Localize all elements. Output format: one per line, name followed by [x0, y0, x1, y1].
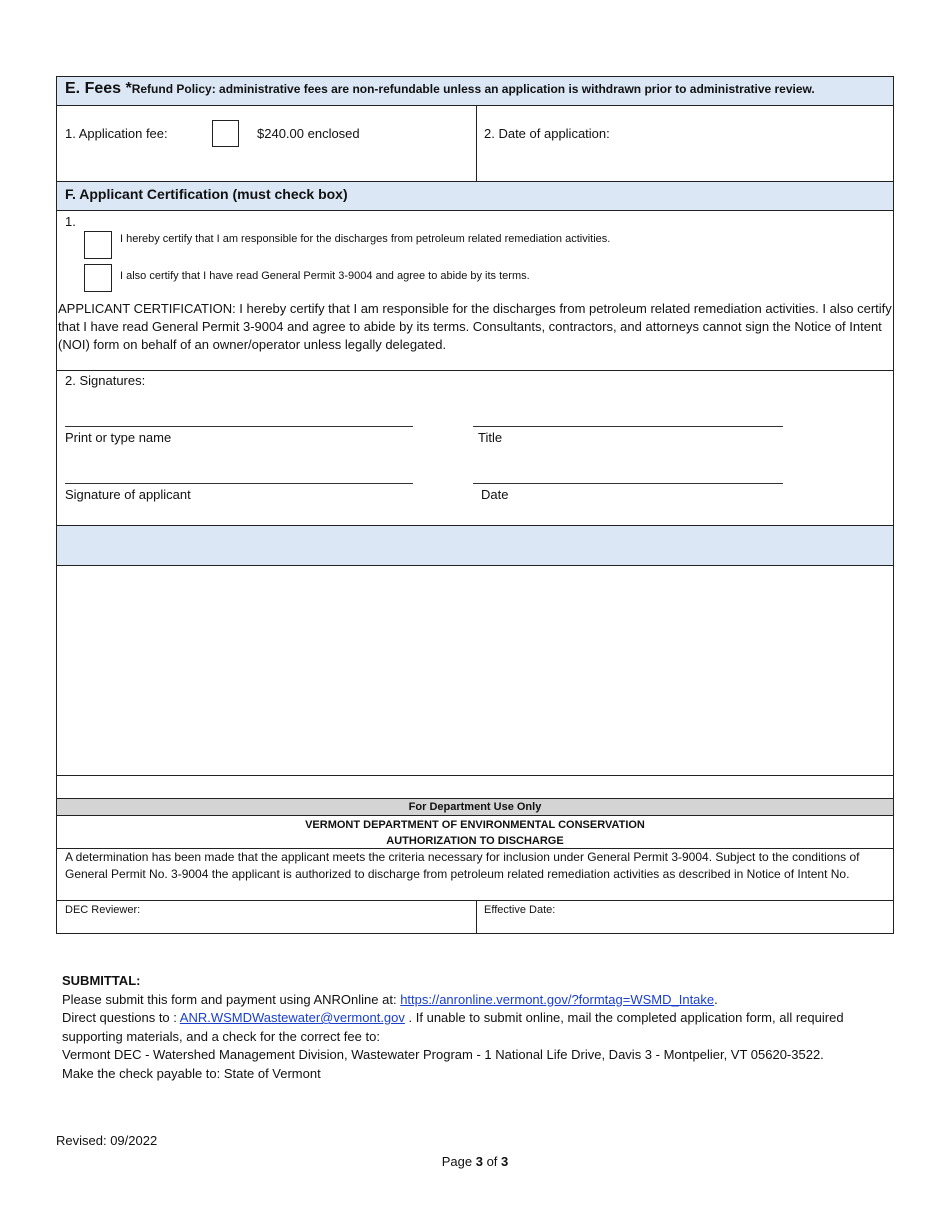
certification-heading: F. Applicant Certification (must check box) [65, 186, 348, 202]
page-total: 3 [501, 1154, 509, 1169]
page-number [0, 1154, 950, 1169]
print-name-line[interactable] [65, 426, 413, 427]
submittal-section [62, 972, 892, 1083]
signatures-heading: 2. Signatures: [65, 373, 146, 388]
date-line[interactable] [473, 483, 783, 484]
submittal-line-online [62, 991, 892, 1010]
determination-text: A determination has been made that the applicant meets the criteria necessary for inclusion under General Permit 3-9004. Subject to the conditions of General Permit No. 3-9004 the applicant is authorized to discharge from petroleum related remediation activities as described in Notice of Intent No. [65, 850, 860, 881]
revised-date: Revised: 09/2022 [56, 1133, 158, 1148]
blank-header-bar [56, 525, 894, 566]
certification-header [56, 181, 894, 211]
application-fee-label: 1. Application fee: [65, 126, 168, 141]
certify-permit-text: I also certify that I have read General Permit 3-9004 and agree to abide by its terms. [120, 270, 530, 282]
application-date-label: 2. Date of application: [484, 126, 610, 141]
dept-authorization [56, 815, 894, 849]
submittal-period: . [714, 991, 718, 1007]
submittal-line-questions [62, 1009, 892, 1046]
dept-use-header [56, 798, 894, 816]
page-of-word: of [486, 1154, 498, 1169]
fees-heading: E. Fees * [65, 80, 132, 97]
certify-discharge-checkbox[interactable] [84, 231, 112, 259]
fees-header [56, 76, 894, 106]
page-word: Page [441, 1154, 473, 1169]
reviewer-row [56, 900, 894, 934]
authorization-title: AUTHORIZATION TO DISCHARGE [386, 835, 564, 847]
mail-instructions: . If unable to submit online, mail the completed application form, all required supporting materials, and a check for the correct fee to: [62, 1010, 844, 1044]
certification-statement: APPLICANT CERTIFICATION: I hereby certify that I am responsible for the discharges from petroleum related remediation activities. I also certify that I have read General Permit 3-9004 and agree to abide by its terms. Consultants, contractors, and attorneys cannot sign the Notice of Intent (NOI) form on behalf of an owner/operator unless legally delegated. [58, 301, 892, 352]
page-current: 3 [475, 1154, 483, 1169]
determination-box [56, 848, 894, 901]
fee-enclosed-checkbox[interactable] [212, 120, 239, 147]
blank-row [56, 775, 894, 799]
submittal-online-text: Please submit this form and payment using ANROnline at: [62, 991, 397, 1007]
certify-permit-checkbox[interactable] [84, 264, 112, 292]
certification-body [56, 210, 894, 371]
refund-policy: Refund Policy: administrative fees are non-refundable unless an application is withdrawn prior to administrative review. [131, 82, 815, 96]
fees-row [56, 105, 894, 182]
dept-use-label: For Department Use Only [408, 801, 542, 813]
payable-to: Make the check payable to: State of Vermont [62, 1065, 321, 1081]
mailing-address: Vermont DEC - Watershed Management Division, Wastewater Program - 1 National Life Drive, Davis 3 - Montpelier, VT 05620-3522. [62, 1047, 824, 1062]
certify-discharge-text: I hereby certify that I am responsible for the discharges from petroleum related remediation activities. [120, 233, 611, 245]
title-label: Title [478, 430, 503, 445]
email-link[interactable]: ANR.WSMDWastewater@vermont.gov [179, 1010, 405, 1025]
agency-name: VERMONT DEPARTMENT OF ENVIRONMENTAL CONSERVATION [305, 819, 645, 831]
certification-item-number: 1. [65, 214, 76, 229]
effective-date-label: Effective Date: [484, 904, 556, 916]
signature-line[interactable] [65, 483, 413, 484]
questions-text: Direct questions to : [62, 1010, 177, 1025]
submittal-heading: SUBMITTAL: [62, 973, 141, 988]
signatures-section [56, 370, 894, 526]
anronline-link[interactable]: https://anronline.vermont.gov/?formtag=WSMD_Intake [400, 991, 715, 1007]
title-line[interactable] [473, 426, 783, 427]
signature-label: Signature of applicant [65, 487, 191, 502]
blank-section [56, 565, 894, 776]
dec-reviewer-label: DEC Reviewer: [65, 904, 141, 916]
print-name-label: Print or type name [65, 430, 172, 445]
date-label: Date [481, 487, 509, 502]
fee-amount: $240.00 enclosed [257, 126, 360, 141]
